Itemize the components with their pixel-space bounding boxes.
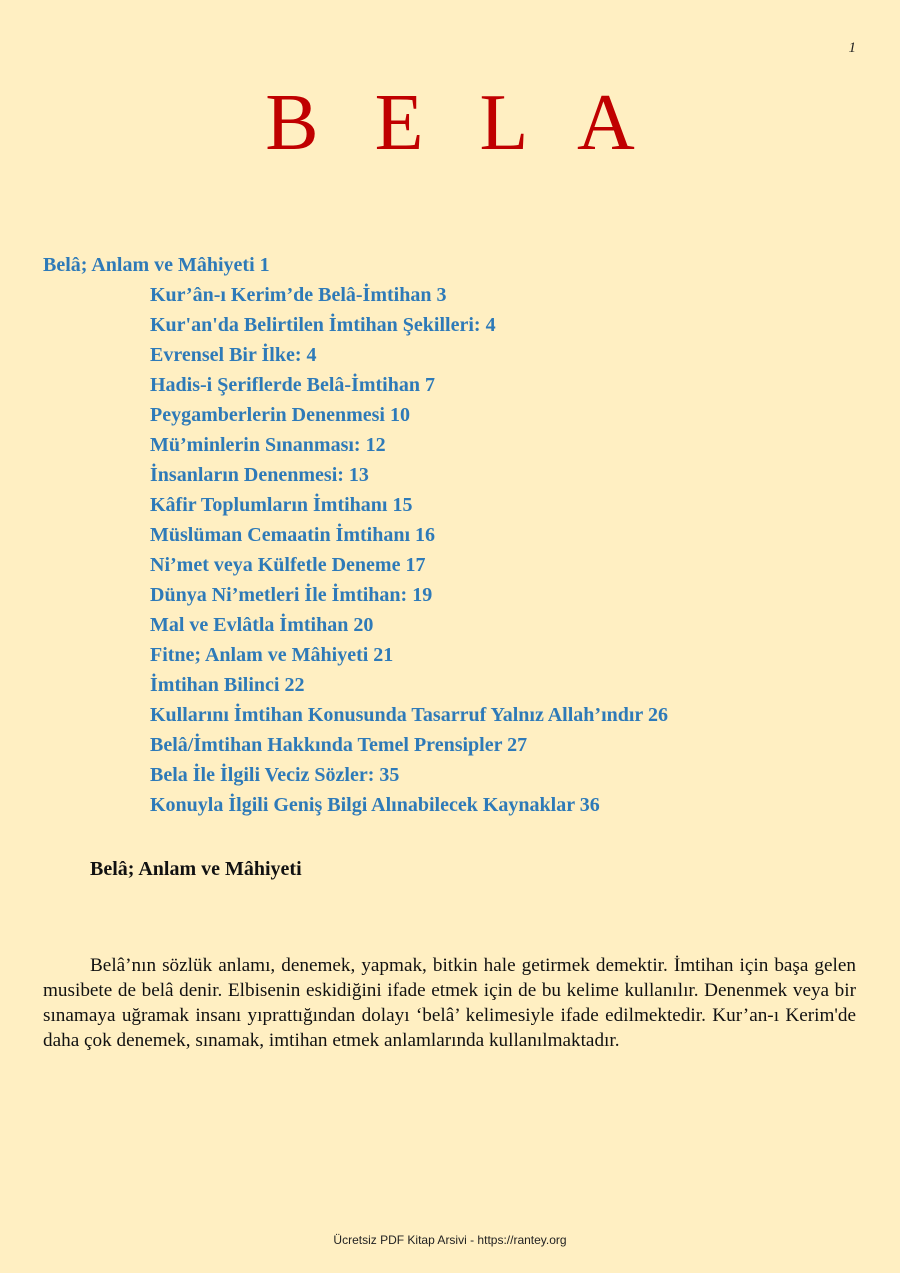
section-heading: Belâ; Anlam ve Mâhiyeti bbox=[90, 858, 302, 880]
toc-entry[interactable]: İmtihan Bilinci 22 bbox=[150, 674, 305, 696]
footer-text: Ücretsiz PDF Kitap Arsivi - https://rantey.org bbox=[333, 1233, 567, 1247]
toc-entry[interactable]: Hadis-i Şeriflerde Belâ-İmtihan 7 bbox=[150, 374, 435, 396]
toc-entry[interactable]: Kur’ân-ı Kerim’de Belâ-İmtihan 3 bbox=[150, 284, 447, 306]
toc-entry[interactable]: Konuyla İlgili Geniş Bilgi Alınabilecek Kaynaklar 36 bbox=[150, 794, 600, 816]
toc-entry[interactable]: Kâfir Toplumların İmtihanı 15 bbox=[150, 494, 413, 516]
toc-entry[interactable]: Bela İle İlgili Veciz Sözler: 35 bbox=[150, 764, 400, 786]
toc-entry[interactable]: Evrensel Bir İlke: 4 bbox=[150, 344, 317, 366]
toc-entry[interactable]: Kullarını İmtihan Konusunda Tasarruf Yalnız Allah’ındır 26 bbox=[150, 704, 668, 726]
toc-entry[interactable]: Müslüman Cemaatin İmtihanı 16 bbox=[150, 524, 436, 546]
toc-entry[interactable]: İnsanların Denenmesi: 13 bbox=[150, 464, 369, 486]
page-number: 1 bbox=[848, 40, 856, 56]
toc-entry[interactable]: Fitne; Anlam ve Mâhiyeti 21 bbox=[150, 644, 394, 666]
toc-entry[interactable]: Kur'an'da Belirtilen İmtihan Şekilleri: 4 bbox=[150, 314, 496, 336]
toc-entry[interactable]: Dünya Ni’metleri İle İmtihan: 19 bbox=[150, 584, 433, 606]
toc-entry[interactable]: Belâ/İmtihan Hakkında Temel Prensipler 27 bbox=[150, 734, 528, 756]
toc-entry[interactable]: Peygamberlerin Denenmesi 10 bbox=[150, 404, 410, 426]
document-title: B E L A bbox=[265, 79, 653, 167]
table-of-contents bbox=[0, 250, 900, 820]
body-paragraph: Belâ’nın sözlük anlamı, denemek, yapmak, bitkin hale getirmek demektir. İmtihan için başa gelen musibete de belâ denir. Elbisenin eskidiğini ifade etmek için de bu kelime kullanılır. Denenmek veya bir sınamaya uğramak insanı yıprattığından dolayı ‘belâ’ kelimesiyle ifade edilmektedir. Kur’an-ı Kerim'de daha çok denemek, sınamak, imtihan etmek anlamlarında kullanılmaktadır. bbox=[43, 955, 856, 1051]
toc-entry[interactable]: Belâ; Anlam ve Mâhiyeti 1 bbox=[43, 254, 270, 276]
toc-entry[interactable]: Mal ve Evlâtla İmtihan 20 bbox=[150, 614, 374, 636]
toc-entry[interactable]: Mü’minlerin Sınanması: 12 bbox=[150, 434, 386, 456]
toc-entry[interactable]: Ni’met veya Külfetle Deneme 17 bbox=[150, 554, 426, 576]
